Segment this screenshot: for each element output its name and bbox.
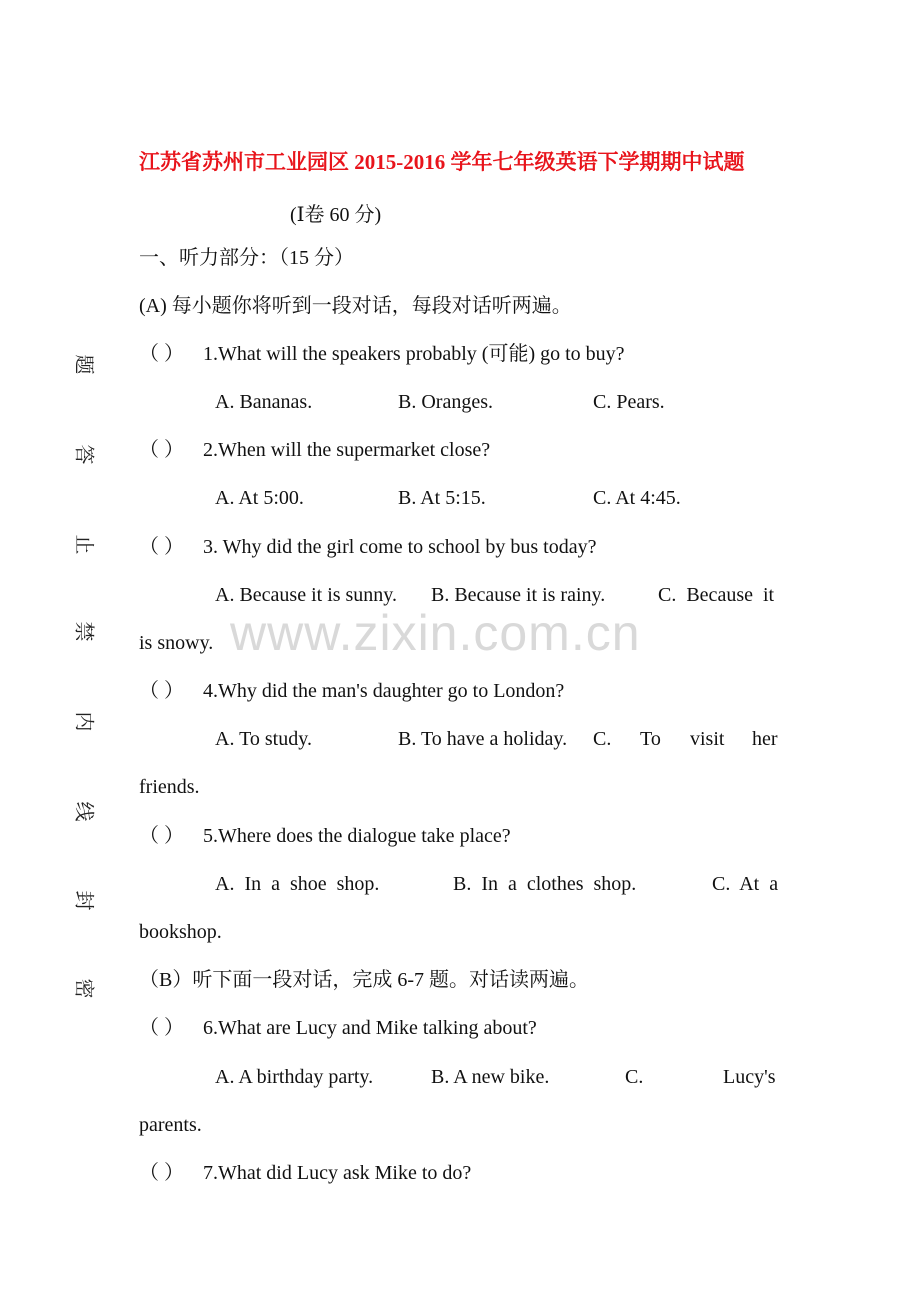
- answer-bracket[interactable]: （ ）: [139, 1162, 184, 1184]
- question-stem: 2.When will the supermarket close?: [203, 439, 491, 461]
- side-margin-char: 答: [72, 444, 97, 465]
- side-margin-char: 内: [72, 711, 97, 732]
- option-a: A. In a shoe shop.: [215, 873, 380, 895]
- option-c: C. Pears.: [593, 391, 665, 413]
- option-c-word: To: [640, 728, 661, 750]
- side-margin-char: 封: [72, 890, 97, 911]
- option-c-word: her: [752, 728, 778, 750]
- option-c-word: visit: [690, 728, 725, 750]
- option-c-word: Because: [686, 584, 753, 606]
- section-heading: 一、听力部分：（15 分）: [139, 247, 354, 269]
- question-stem: 4.Why did the man's daughter go to London?: [203, 680, 565, 702]
- option-a: A. Bananas.: [215, 391, 313, 413]
- question-stem: 5.Where does the dialogue take place?: [203, 825, 511, 847]
- option-c-continued: parents.: [139, 1114, 202, 1136]
- part-a-instruction: (A) 每小题你将听到一段对话，每段对话听两遍。: [139, 295, 572, 317]
- option-b: B. At 5:15.: [398, 487, 486, 509]
- option-c-word: C.: [625, 1066, 644, 1088]
- side-margin-char: 禁: [72, 621, 97, 642]
- option-c-word: it: [762, 584, 775, 606]
- answer-bracket[interactable]: （ ）: [139, 439, 184, 461]
- part-b-instruction: （B）听下面一段对话，完成 6-7 题。对话读两遍。: [139, 969, 589, 991]
- watermark: www.zixin.com.cn: [230, 605, 641, 661]
- question-4: [139, 679, 564, 703]
- question-stem: 1.What will the speakers probably (可能) go to buy?: [203, 343, 625, 365]
- option-a: A. Because it is sunny.: [215, 584, 398, 606]
- answer-bracket[interactable]: （ ）: [139, 343, 184, 365]
- answer-bracket[interactable]: （ ）: [139, 825, 184, 847]
- question-5: [139, 824, 511, 848]
- option-c: [658, 583, 774, 607]
- option-b: B. In a clothes shop.: [453, 873, 637, 895]
- question-stem: 7.What did Lucy ask Mike to do?: [203, 1162, 472, 1184]
- option-c-continued: friends.: [139, 776, 200, 798]
- option-c-continued: bookshop.: [139, 921, 222, 943]
- question-7: [139, 1161, 471, 1185]
- question-6: [139, 1016, 537, 1040]
- option-c: C. At a: [712, 873, 779, 895]
- option-a: A. A birthday party.: [215, 1066, 374, 1088]
- side-margin-char: 止: [72, 534, 97, 555]
- exam-title: 江苏省苏州市工业园区 2015-2016 学年七年级英语下学期期中试题: [139, 150, 745, 174]
- option-c-word: C.: [658, 584, 677, 606]
- option-c: C. At 4:45.: [593, 487, 681, 509]
- question-3: [139, 535, 596, 559]
- question-stem: 6.What are Lucy and Mike talking about?: [203, 1017, 537, 1039]
- question-2: [139, 438, 490, 462]
- option-c-word: Lucy's: [723, 1066, 776, 1088]
- option-a: A. At 5:00.: [215, 487, 304, 509]
- side-margin-char: 密: [72, 978, 97, 999]
- side-margin-char: 题: [72, 354, 97, 375]
- option-b: B. Oranges.: [398, 391, 493, 413]
- option-c-word: C.: [593, 728, 612, 750]
- question-stem: 3. Why did the girl come to school by bus today?: [203, 536, 597, 558]
- side-margin-char: 线: [72, 801, 97, 822]
- option-b: B. To have a holiday.: [398, 728, 568, 750]
- answer-bracket[interactable]: （ ）: [139, 1017, 184, 1039]
- answer-bracket[interactable]: （ ）: [139, 680, 184, 702]
- exam-subtitle: (Ⅰ卷 60 分): [290, 204, 382, 226]
- question-1: [139, 342, 625, 366]
- option-a: A. To study.: [215, 728, 312, 750]
- option-c-continued: is snowy.: [139, 632, 214, 654]
- answer-bracket[interactable]: （ ）: [139, 536, 184, 558]
- option-b: B. Because it is rainy.: [431, 584, 606, 606]
- option-b: B. A new bike.: [431, 1066, 550, 1088]
